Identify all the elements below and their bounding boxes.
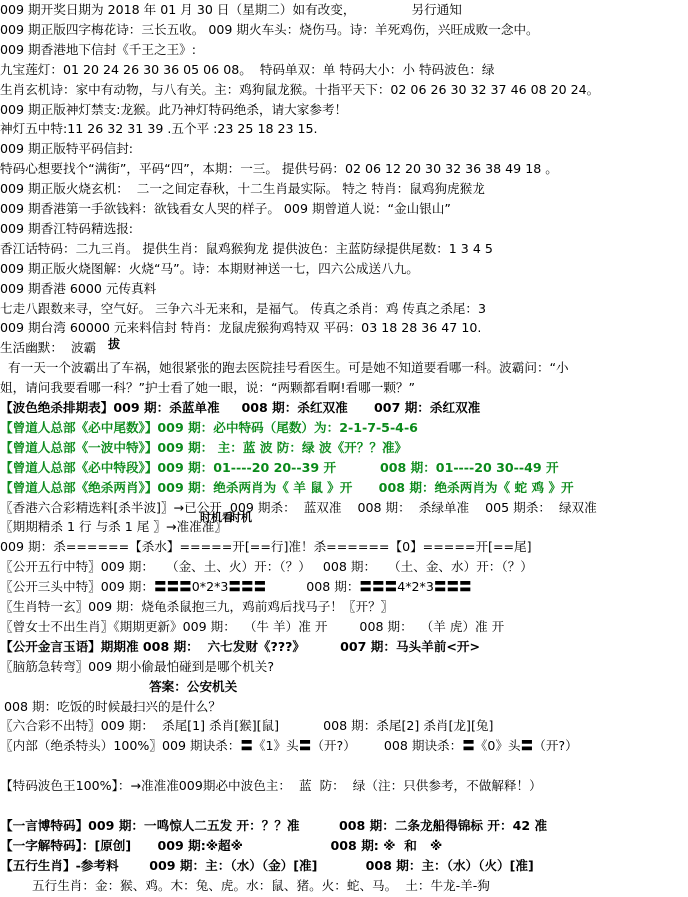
- document-line: 【曾道人总部《绝杀两肖》】009 期：绝杀两肖为《 羊 鼠 》开 008 期：绝杀两肖为《 蛇 鸡 》开: [0, 479, 574, 495]
- document-line: 〖公开三头中特〗009 期：〓〓〓0*2*3〓〓〓 008 期：〓〓〓4*2*3〓〓〓: [0, 579, 472, 595]
- document-line: 神灯五中特:11 26 32 31 39 .五个平 :23 25 18 23 15.: [0, 121, 318, 137]
- document-line: 【曾道人总部《必中尾数》】009 期：必中特码（尾数）为：2-1-7-5-4-6: [0, 419, 418, 435]
- document-line: 【特码波色王100%】：→准准准009期必中波色主： 蓝 防： 绿（注：只供参考，不做解释！）: [0, 778, 542, 794]
- document-line: 【曾道人总部《一波中特》】009 期： 主：蓝 波 防：绿 波《开？？准》: [0, 439, 408, 455]
- document-line: 008 期：吃饭的时候最扫兴的是什么？: [0, 698, 221, 714]
- document-line: 009 期开奖日期为 2018 年 01 月 30 日（星期二）如有改变， 另行通知: [0, 2, 462, 17]
- document-line: 【一字解特码】：[原创] 009 期:※超※ 008 期: ※ 和 ※: [0, 837, 443, 853]
- document-line: 〖期期精杀 1 行 与杀 1 尾 〗→准准准〗: [0, 519, 227, 535]
- overlay-stamp: 时机: [230, 511, 252, 524]
- document-line: 009 期：杀======【杀水】=====开[==行]准！杀======【0】=====开[==尾]: [0, 539, 532, 555]
- document-line: 【五行生肖】-参考料 009 期：主：（水）（金）[准] 008 期：主：（水）（火）[准]: [0, 857, 534, 873]
- document-line: [0, 796, 688, 816]
- document-line: 〖内部（绝杀特头）100%〗009 期诀杀：〓《1》头〓（开?） 008 期诀杀：〓《0》头〓（开?）: [0, 738, 578, 754]
- overlay-stamp: 时机看: [200, 511, 233, 524]
- document-line: 生肖玄机诗：家中有动物，与八有关。主：鸡狗鼠龙猴。十指平天下：02 06 26 30 32 37 46 08 20 24。: [0, 81, 600, 97]
- document-line: 七走八跟数来寻，空气好。 三争六斗无来和，是福气。 传真之杀肖：鸡 传真之杀尾：3: [0, 300, 486, 316]
- document-line: 009 期正版四字梅花诗：三长五收。 009 期火车头：烧伤马。诗：羊死鸡伤，兴旺成败一念中。: [0, 21, 539, 37]
- document-line: 姐，请问我要看哪一科？”护士看了她一眼，说：“两颗都看啊!看哪一颗？”: [0, 380, 416, 396]
- document-line: 〖公开五行中特〗009 期： （金、土、火）开：（？） 008 期： （土、金、水）开：（？）: [0, 559, 533, 575]
- document-line: 〖香港六合彩精选料[杀半波]〗→已公开 009 期杀： 蓝双准 008 期： 杀绿单准 005 期杀： 绿双准: [0, 499, 597, 515]
- document-line: 香江话特码：二九三肖。 提供生肖：鼠鸡猴狗龙 提供波色：主蓝防绿提供尾数：1 3 4 5: [0, 240, 493, 256]
- document-line: 009 期香港 6000 元传真料: [0, 280, 157, 296]
- document-line: 009 期正版火烧图解：火烧“马”。诗：本期财神送一七，四六公成送八九。: [0, 260, 419, 276]
- document-line: 009 期正版火烧玄机： 二一之间定春秋，十二生肖最实际。 特之 特肖：鼠鸡狗虎猴龙: [0, 181, 485, 197]
- document-line: 生活幽默： 波霸: [0, 340, 97, 356]
- document-line: [0, 756, 688, 776]
- document-line: 五行生肖：金：猴、鸡。木：兔、虎。水：鼠、猪。火：蛇、马。 土：牛龙-羊-狗: [0, 877, 490, 893]
- document-line: 009 期香江特码精选报:: [0, 220, 134, 236]
- document-line: 〖六合彩不出特〗009 期： 杀尾[1] 杀肖[猴][鼠] 008 期：杀尾[2] 杀肖[龙][兔]: [0, 718, 494, 734]
- overlay-stamp: 拔: [108, 337, 121, 351]
- document-line: 009 期香港第一手欲钱料：欲钱看女人哭的样子。 009 期曾道人说：“金山银山”: [0, 201, 451, 216]
- document-line: 009 期香港地下信封《千王之王》:: [0, 41, 197, 57]
- document-line: 009 期正版特平码信封:: [0, 141, 134, 157]
- document-line: 【一言博特码】009 期：一鸣惊人二五发 开：？？准 008 期：二条龙船得锦标 开：42 准: [0, 817, 548, 833]
- document-line: 009 期正版神灯禁支:龙猴。此乃神灯特码绝杀，请大家参考！: [0, 101, 348, 117]
- document-line: 有一天一个波霸出了车祸，她很紧张的跑去医院挂号看医生。可是她不知道要看哪一科。波霸问：“小: [0, 360, 569, 376]
- document-line: 特码心想要找个“满街”，平码“四”，本期：一三。 提供号码：02 06 12 20 30 32 36 38 49 18 。: [0, 161, 558, 177]
- document-line: 【波色绝杀排期表】009 期：杀蓝单准 008 期：杀红双准 007 期：杀红双准: [0, 400, 481, 415]
- document-line: 【公开金言玉语】期期准 008 期： 六七发财《???》 007 期：马头羊前<开>: [0, 638, 481, 654]
- document-line: 〖生肖特一玄〗009 期：烧龟杀鼠抱三九，鸡前鸡后找马子！〖开？〗: [0, 599, 394, 614]
- document-line: 009 期台湾 60000 元来料信封 特肖：龙鼠虎猴狗鸡特双 平码：03 18 28 36 47 10.: [0, 320, 482, 336]
- document-line: 【曾道人总部《必中特段》】009 期：01----20 20--39 开 008 期：01----20 30--49 开: [0, 459, 559, 475]
- document-line: 〖脑筋急转弯〗009 期小偷最怕碰到是哪个机关?: [0, 658, 275, 674]
- document-line: 〖曾女士不出生肖〗《期期更新》009 期： （牛 羊）准 开 008 期： （羊 虎）准 开: [0, 618, 505, 634]
- document-line: 九宝莲灯：01 20 24 26 30 36 05 06 08。 特码单双：单 特码大小：小 特码波色：绿: [0, 61, 495, 77]
- document-line: 答案：公安机关: [0, 678, 238, 694]
